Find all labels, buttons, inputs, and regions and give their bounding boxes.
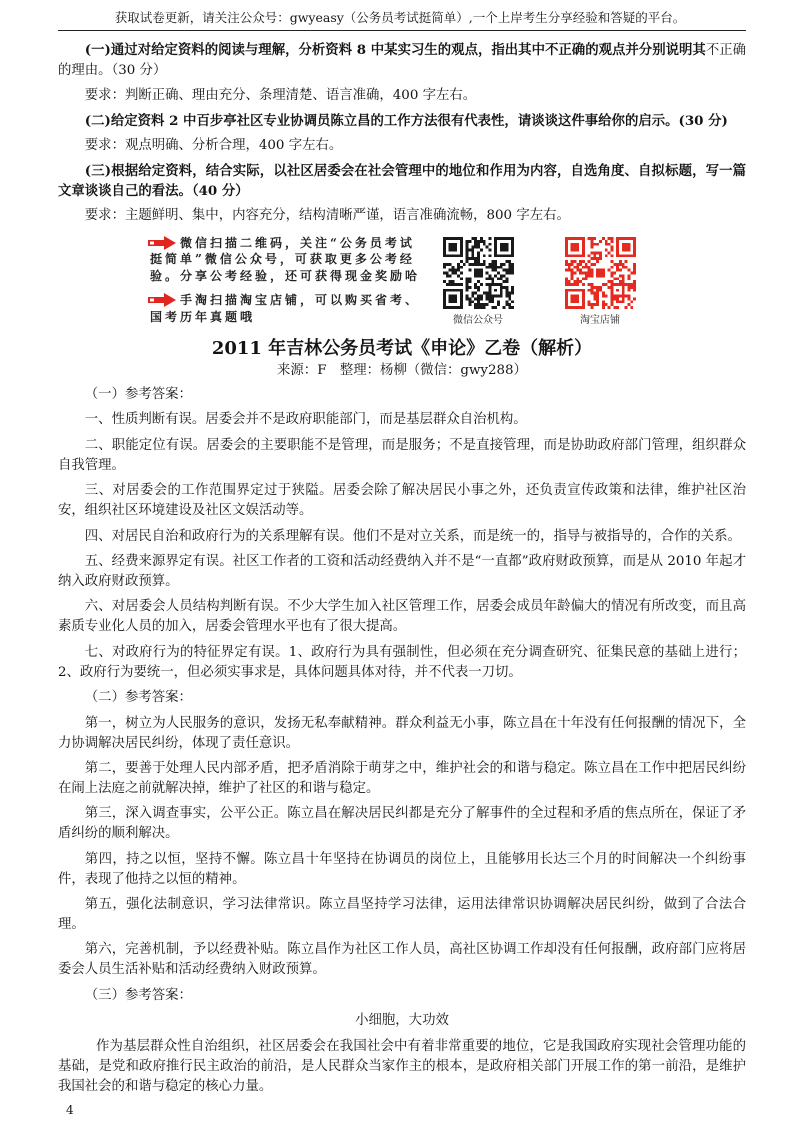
section-3-heading: （三）参考答案：: [84, 987, 192, 1003]
promo-box: [145, 232, 643, 336]
promo-taobao-line: 国考历年真题哦: [150, 310, 256, 324]
wechat-qr-label: 微信公众号: [453, 315, 503, 326]
section-1-item: 二、职能定位有误。居委会的主要职能不是管理，而是服务；不是直接管理，而是协助政府部门管理，组织群众自我管理。: [58, 437, 746, 473]
question-1-prompt-normal: 不正确的理由。（30 分）: [58, 43, 747, 78]
promo-taobao-line: 手淘扫描淘宝店铺，可以购买省考、: [180, 293, 421, 307]
section-1-heading: （一）参考答案：: [84, 387, 192, 402]
page-title: 2011 年吉林公务员考试《申论》乙卷（解析）: [211, 338, 593, 359]
section-2-item: 第三，深入调查事实，公平公正。陈立昌在解决居民纠都是充分了解事件的全过程和矛盾的焦点所在，保证了矛盾纠纷的顺利解决。: [58, 806, 746, 842]
section-2-item: 第五，强化法制意识，学习法律常识。陈立昌坚持学习法律，运用法律常识协调解决居民纠纷，做到了合法合理。: [58, 897, 746, 933]
section-2-item: 第二，要善于处理人民内部矛盾，把矛盾消除于萌芽之中，维护社会的和谐与稳定。陈立昌在工作中把居民纠纷在闹上法庭之前就解决掉，维护了社区的和谐与稳定。: [58, 760, 746, 796]
exam-questions: [58, 40, 746, 226]
taobao-qr-label: 淘宝店铺: [580, 315, 620, 326]
taobao-qr-code: [565, 237, 636, 309]
answer-analysis: [58, 337, 746, 1097]
promo-wechat-line: 微信扫描二维码，关注“公务员考试: [180, 236, 415, 250]
section-1-item: 六、对居委会人员结构判断有误。不少大学生加入社区管理工作，居委会成员年龄偏大的情况有所改变，而且高素质专业化人员的加入，居委会管理水平也有了很大提高。: [58, 599, 746, 635]
byline: 来源：F 整理：杨柳（微信：gwy288）: [277, 363, 527, 378]
essay-paragraph: 作为基层群众性自治组织，社区居委会在我国社会中有着非常重要的地位，它是我国政府实现社会管理功能的基础，是党和政府推行民主政治的前沿，是人民群众当家作主的根本，是政府相关部门开展工作的第一前沿，是维护我国社会的和谐与稳定的核心力量。: [58, 1038, 746, 1094]
wechat-qr-code: [443, 237, 514, 309]
question-3-requirement: 要求：主题鲜明、集中，内容充分，结构清晰严谨，语言准确流畅，800 字左右。: [84, 208, 570, 223]
section-1-item: 五、经费来源界定有误。社区工作者的工资和活动经费纳入并不是“一直都”政府财政预算，而是从 2010 年起才纳入政府财政预算。: [58, 553, 746, 589]
taobao-qr-logo: [596, 269, 605, 278]
question-3-prompt: (三)根据给定资料，结合实际，以社区居委会在社会管理中的地位和作用为内容，自选角度、自拟标题，写一篇文章谈谈自己的看法。（40 分）: [58, 163, 746, 199]
essay-title: 小细胞，大功效: [355, 1013, 449, 1029]
header-notice: 获取试卷更新，请关注公众号：gwyeasy（公务员考试挺简单）,一个上岸考生分享经验和答疑的平台。: [114, 10, 686, 25]
promo-wechat-line: 挺简单”微信公众号，可获取更多公考经: [150, 252, 415, 266]
header-rule: [58, 30, 746, 31]
red-arrow-icon: [148, 236, 176, 250]
wechat-qr-logo: [474, 269, 483, 278]
section-2-item: 第四，持之以恒，坚持不懈。陈立昌十年坚持在协调员的岗位上，且能够用长达三个月的时间解决一个纠纷事件，表现了他持之以恒的精神。: [58, 851, 746, 887]
page-number: 4: [66, 1103, 74, 1117]
question-1-requirement: 要求：判断正确、理由充分、条理清楚、语言准确，400 字左右。: [84, 88, 477, 103]
question-2-requirement: 要求：观点明确、分析合理，400 字左右。: [84, 138, 343, 153]
section-1-item: 三、对居委会的工作范围界定过于狭隘。居委会除了解决居民小事之外，还负责宣传政策和法律，维护社区治安，组织社区环境建设及社区文娱活动等。: [58, 483, 746, 519]
red-arrow-cuff: [150, 242, 154, 245]
section-1-item: 七、对政府行为的特征界定有误。1、政府行为具有强制性，但必须在充分调查研究、征集民意的基础上进行；2、政府行为要统一，但必须实事求是，具体问题具体对待，并不代表一刀切。: [58, 644, 746, 680]
section-2-item: 第六，完善机制，予以经费补贴。陈立昌作为社区工作人员，高社区协调工作却没有任何报酬，政府部门应将居委会人员生活补贴和活动经费纳入财政预算。: [58, 942, 746, 978]
promo-wechat-line: 验。分享公考经验，还可获得现金奖励哈: [150, 269, 421, 283]
red-arrow-cuff: [150, 299, 154, 302]
section-2-item: 第一，树立为人民服务的意识，发扬无私奉献精神。群众利益无小事，陈立昌在十年没有任何报酬的情况下，全力协调解决居民纠纷，体现了责任意识。: [58, 715, 746, 751]
section-1-item: 四、对居民自治和政府行为的关系理解有误。他们不是对立关系，而是统一的，指导与被指导的，合作的关系。: [84, 528, 741, 544]
question-2-prompt: (二)给定资料 2 中百步亭社区专业协调员陈立昌的工作方法很有代表性，请谈谈这件事给你的启示。(30 分): [84, 113, 728, 129]
section-1-item: 一、性质判断有误。居委会并不是政府职能部门，而是基层群众自治机构。: [84, 412, 527, 428]
red-arrow-icon: [148, 293, 176, 307]
question-1-prompt: [58, 40, 746, 81]
question-1-prompt-bold: (一)通过对给定资料的阅读与理解，分析资料 8 中某实习生的观点，指出其中不正确的观点并分别说明其: [84, 42, 706, 58]
section-2-heading: （二）参考答案：: [84, 690, 192, 706]
